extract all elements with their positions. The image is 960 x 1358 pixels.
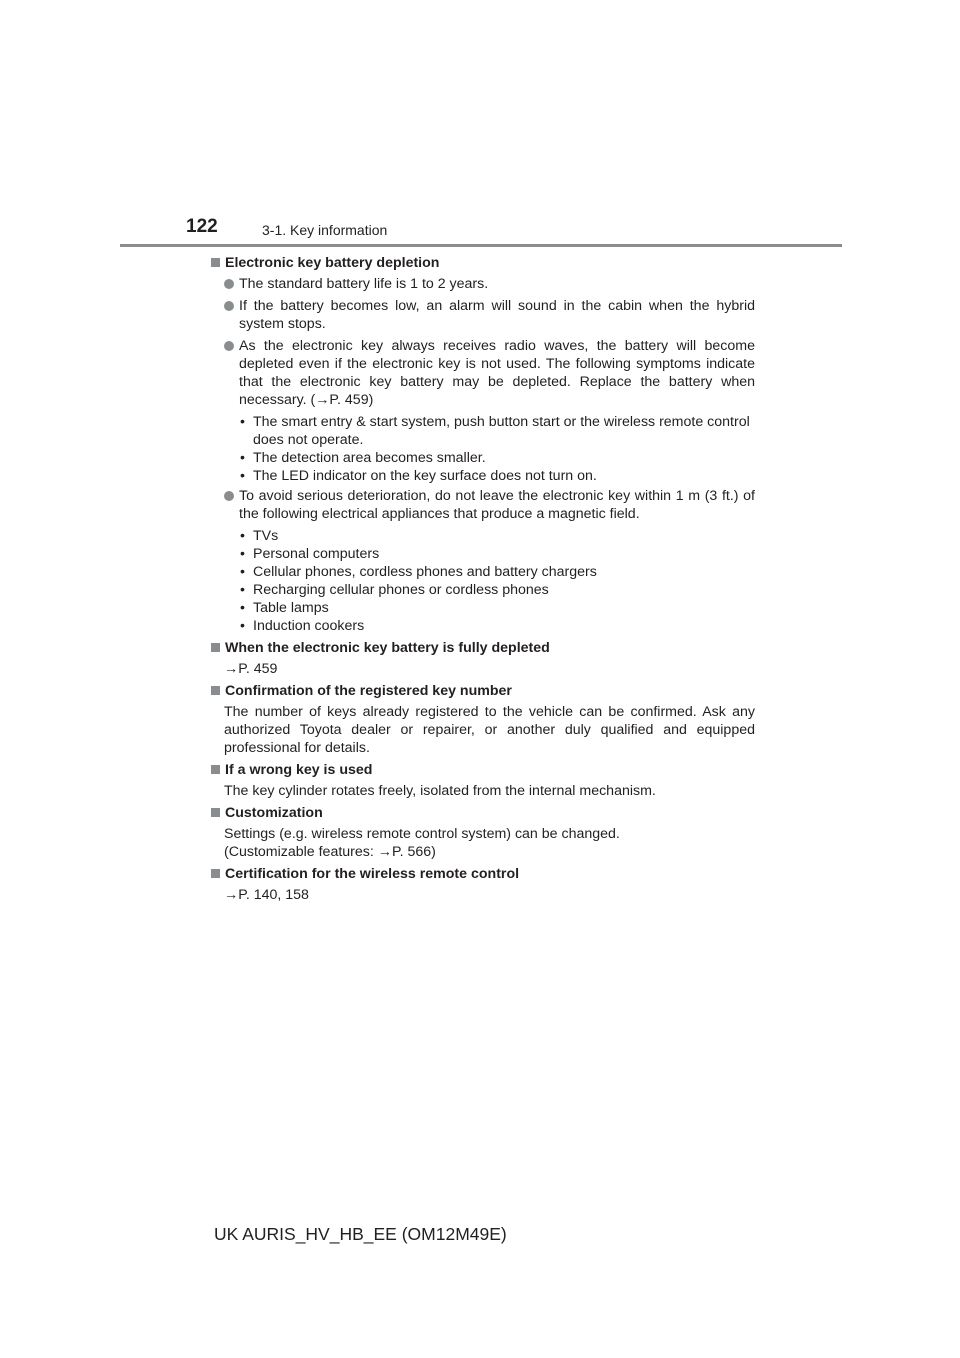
dot-bullet-icon: • (240, 582, 245, 598)
section-heading: Confirmation of the registered key number (210, 682, 755, 700)
dot-bullet-icon: • (240, 528, 245, 544)
paragraph: The key cylinder rotates freely, isolated from the internal mechanism. (224, 783, 656, 799)
page-reference: →P. 140, 158 (224, 887, 309, 903)
section-key-number (210, 682, 755, 757)
circle-bullet-icon (224, 279, 234, 289)
page-reference: →P. 459 (224, 661, 278, 677)
list-item: • The smart entry & start system, push button start or the wireless remote control does not operate. (240, 414, 750, 448)
dot-bullet-icon: • (240, 450, 245, 466)
list-item: • The detection area becomes smaller. (240, 450, 486, 466)
circle-bullet-icon (224, 301, 234, 311)
section-heading: Electronic key battery depletion (210, 254, 755, 272)
circle-bullet-icon (224, 341, 234, 351)
square-bullet-icon (211, 765, 220, 774)
bullet-item: If the battery becomes low, an alarm will sound in the cabin when the hybrid system stops. (210, 297, 755, 333)
appliances-list (210, 527, 755, 635)
list-item: • Personal computers (240, 546, 380, 562)
dot-bullet-icon: • (240, 564, 245, 580)
dot-bullet-icon: • (240, 468, 245, 484)
section-title: 3-1. Key information (262, 222, 388, 238)
bullet-item: The standard battery life is 1 to 2 years. (210, 275, 755, 293)
page-number: 122 (186, 216, 218, 237)
list-item: • Recharging cellular phones or cordless phones (240, 582, 549, 598)
section-heading: Customization (210, 804, 755, 822)
dot-bullet-icon: • (240, 414, 245, 430)
section-battery-depletion (210, 254, 755, 635)
section-certification (210, 865, 755, 904)
dot-bullet-icon: • (240, 618, 245, 634)
bullet-item: As the electronic key always receives radio waves, the battery will become depleted even if the electronic key is not used. The following symptoms indicate that the electronic key battery may be depleted. Replace the battery when necessary. (→P. 459) (210, 337, 755, 409)
circle-bullet-icon (224, 491, 234, 501)
list-item: • The LED indicator on the key surface does not turn on. (240, 468, 597, 484)
page-content (210, 254, 755, 908)
dot-bullet-icon: • (240, 546, 245, 562)
footer-code: UK AURIS_HV_HB_EE (OM12M49E) (214, 1224, 507, 1244)
section-fully-depleted (210, 639, 755, 678)
list-item: • Cellular phones, cordless phones and battery chargers (240, 564, 597, 580)
square-bullet-icon (211, 643, 220, 652)
square-bullet-icon (211, 686, 220, 695)
dot-bullet-icon: • (240, 600, 245, 616)
section-customization (210, 804, 755, 861)
square-bullet-icon (211, 808, 220, 817)
paragraph: Settings (e.g. wireless remote control system) can be changed. (Customizable features: →P. 566) (224, 826, 620, 860)
symptoms-list (210, 413, 755, 485)
section-wrong-key (210, 761, 755, 800)
list-item: • TVs (240, 528, 279, 544)
header-rule (120, 244, 842, 247)
paragraph: The number of keys already registered to the vehicle can be confirmed. Ask any authorized Toyota dealer or repairer, or another duly qualified and equipped professional for details. (224, 704, 755, 756)
section-heading: Certification for the wireless remote control (210, 865, 755, 883)
square-bullet-icon (211, 869, 220, 878)
section-heading: When the electronic key battery is fully depleted (210, 639, 755, 657)
bullet-item: To avoid serious deterioration, do not leave the electronic key within 1 m (3 ft.) of the following electrical appliances that produce a magnetic field. (210, 487, 755, 523)
list-item: • Induction cookers (240, 618, 365, 634)
square-bullet-icon (211, 258, 220, 267)
section-heading: If a wrong key is used (210, 761, 755, 779)
list-item: • Table lamps (240, 600, 329, 616)
